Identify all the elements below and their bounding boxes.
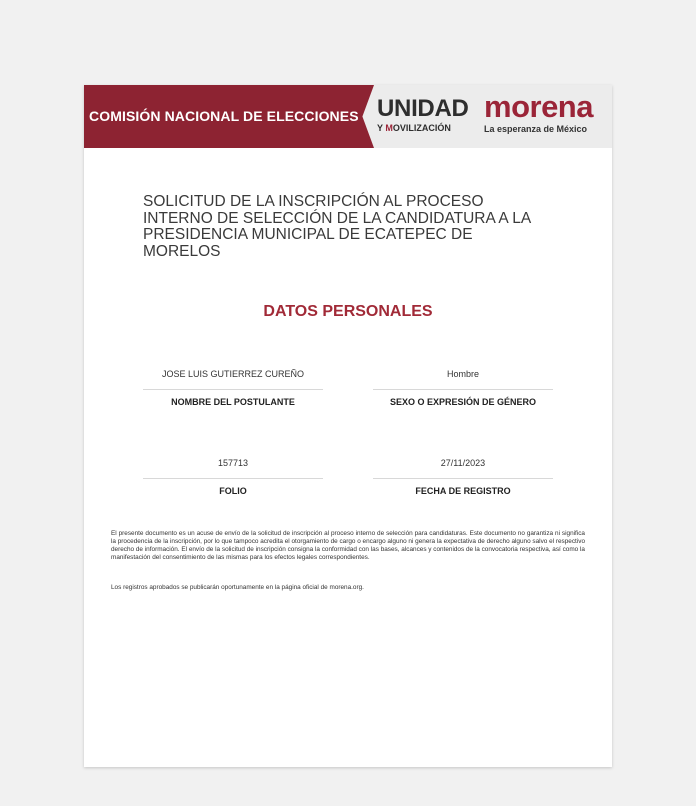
- unidad-logo-top: UNIDAD: [377, 95, 469, 122]
- morena-logo: [484, 91, 604, 135]
- field-folio: [143, 456, 323, 496]
- field-value: 157713: [217, 458, 249, 468]
- field-sex-gender: [373, 367, 553, 407]
- unidad-logo-bottom-lead: Y: [377, 123, 386, 133]
- commission-title: COMISIÓN NACIONAL DE ELECCIONES: [89, 108, 359, 124]
- disclaimer-text: El presente documento es un acuse de envío de la solicitud de inscripción al proceso interno de selección para candidaturas. Este documento no garantiza ni significa la procedencia de la inscripción, por lo que tampoco acredita el otorgamiento de cargo o encargo alguno ni genera la expectativa de derecho alguno salvo el respectivo derecho de información. El envío de la solicitud de inscripción consigna la conformidad con las bases, alcances y contenidos de la convocatoria respectiva, así como la manifestación del consentimiento de las mismas para los efectos legales correspondientes.: [111, 530, 585, 561]
- field-label: SEXO O EXPRESIÓN DE GÉNERO: [389, 397, 537, 407]
- unidad-movilizacion-logo: [377, 97, 477, 134]
- morena-logo-word: morena: [484, 89, 593, 124]
- field-label: FOLIO: [219, 486, 247, 496]
- field-value: JOSE LUIS GUTIERREZ CUREÑO: [161, 369, 305, 379]
- field-divider: [373, 389, 553, 390]
- unidad-logo-accent: M: [385, 123, 393, 133]
- field-divider: [143, 389, 323, 390]
- field-divider: [373, 478, 553, 479]
- field-applicant-name: [143, 367, 323, 407]
- document-title: SOLICITUD DE LA INSCRIPCIÓN AL PROCESO INTERNO DE SELECCIÓN DE LA CANDIDATURA A LA PRESIDENCIA MUNICIPAL DE ECATEPEC DE MORELOS: [143, 193, 531, 260]
- field-label: NOMBRE DEL POSTULANTE: [171, 397, 295, 407]
- field-value: Hombre: [446, 369, 479, 379]
- field-label: FECHA DE REGISTRO: [415, 486, 511, 496]
- unidad-logo-bottom-rest: OVILIZACIÓN: [392, 123, 451, 133]
- header-banner: [84, 85, 612, 148]
- field-registration-date: [373, 456, 553, 496]
- publication-note: Los registros aprobados se publicarán oportunamente en la página oficial de morena.org.: [111, 584, 364, 591]
- unidad-logo-bottom: [377, 122, 477, 134]
- morena-logo-tagline: La esperanza de México: [484, 124, 588, 134]
- section-title: DATOS PERSONALES: [263, 303, 433, 320]
- field-divider: [143, 478, 323, 479]
- document-page: [84, 85, 612, 767]
- field-value: 27/11/2023: [440, 458, 486, 468]
